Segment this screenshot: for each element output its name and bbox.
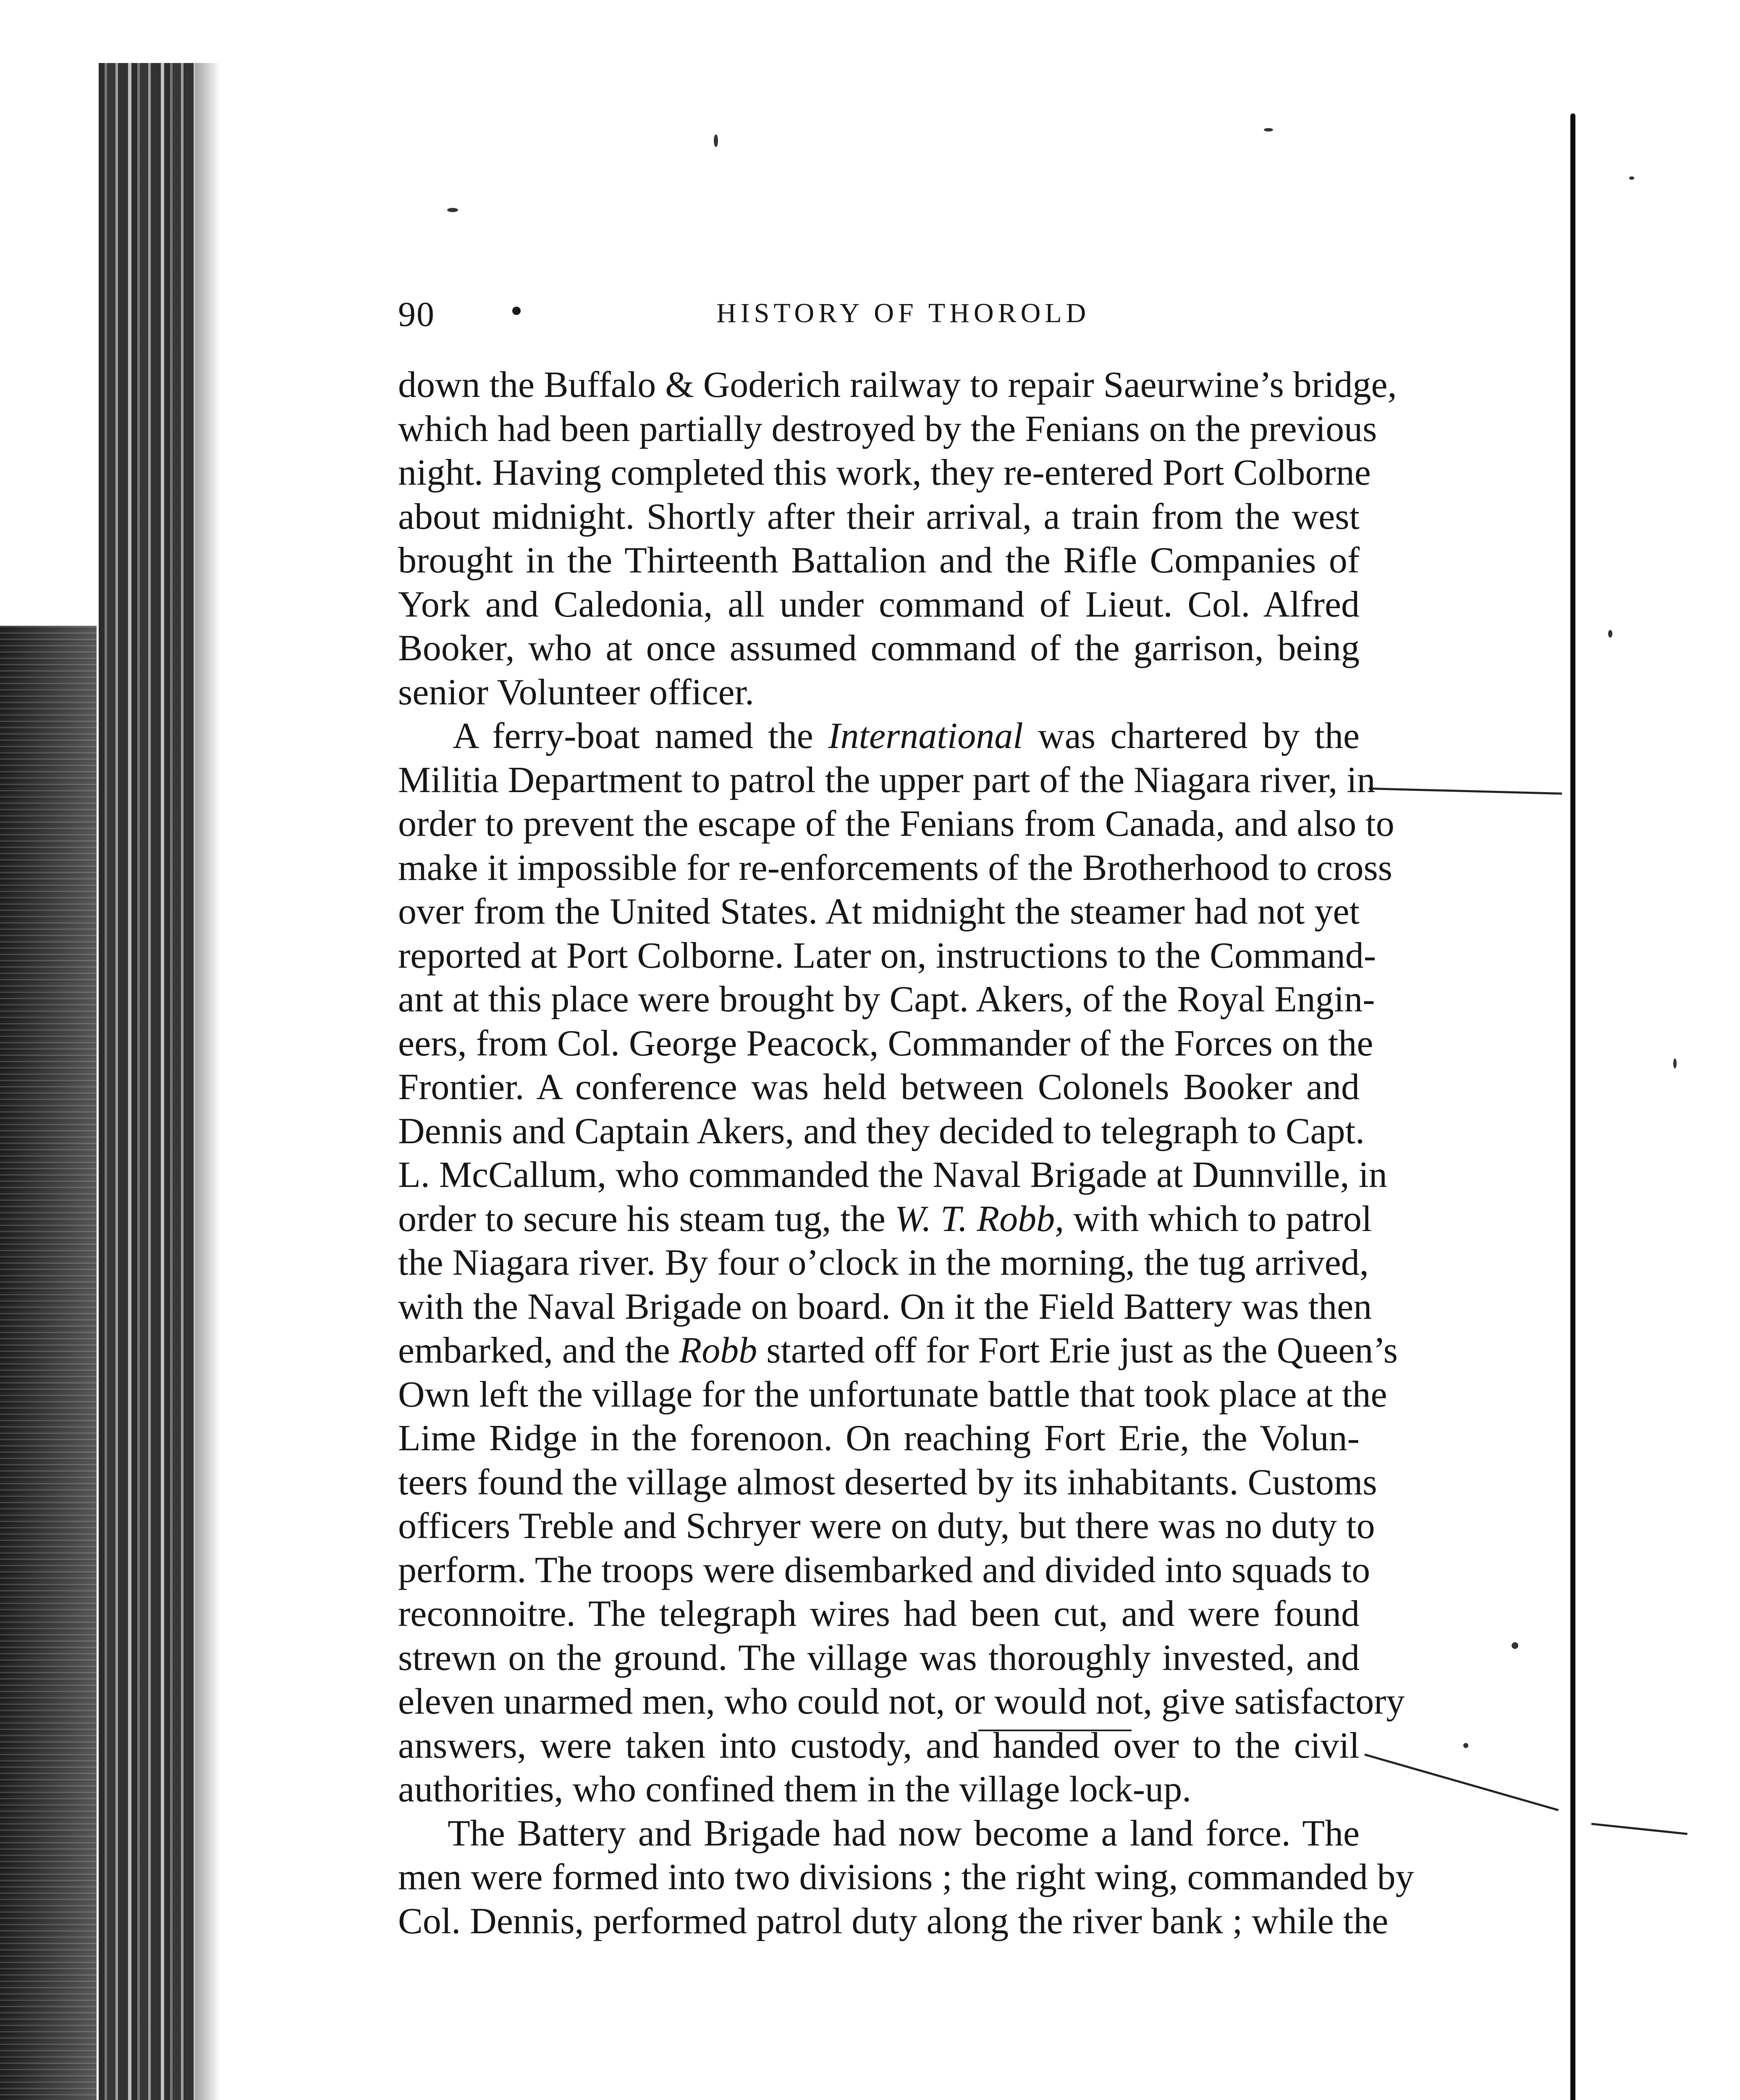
scan-speck bbox=[447, 208, 458, 212]
scan-speck bbox=[1512, 1642, 1518, 1649]
text-line: brought in the Thirteenth Battalion and the Rifle Companies of bbox=[398, 540, 1360, 581]
body-text bbox=[398, 363, 1414, 1943]
margin-pen-line bbox=[1364, 1754, 1559, 1811]
vessel-name: W. T. Robb, bbox=[894, 1198, 1064, 1239]
text-line bbox=[398, 1197, 1372, 1242]
binding-shadow bbox=[99, 63, 195, 2100]
text-line: with the Naval Brigade on board. On it the Field Battery was then bbox=[398, 1286, 1372, 1327]
margin-pen-line bbox=[1369, 788, 1562, 795]
text-line: about midnight. Shortly after their arrival, a train from the west bbox=[398, 496, 1360, 537]
text-segment: embarked, and the bbox=[398, 1330, 670, 1371]
text-line: answers, were taken into custody, and handed over to the civil bbox=[398, 1725, 1360, 1766]
scan-speck bbox=[714, 134, 718, 147]
text-line: strewn on the ground. The village was thoroughly invested, and bbox=[398, 1637, 1360, 1678]
page-number: 90 bbox=[398, 295, 435, 334]
text-line: Booker, who at once assumed command of the garrison, being bbox=[398, 628, 1360, 669]
header-dot bbox=[512, 307, 521, 315]
scan-speck bbox=[1463, 1743, 1468, 1748]
text-line: Militia Department to patrol the upper part of the Niagara river, in bbox=[398, 759, 1376, 801]
scan-speck bbox=[1673, 1058, 1677, 1068]
text-line: eleven unarmed men, who could not, or would not, give satisfactory bbox=[398, 1681, 1405, 1722]
text-line: the Niagara river. By four o’clock in the morning, the tug arrived, bbox=[398, 1242, 1369, 1283]
vessel-name: International bbox=[828, 716, 1023, 756]
text-line: reconnoitre. The telegraph wires had been cut, and were found bbox=[398, 1593, 1360, 1634]
text-line: The Battery and Brigade had now become a land force. The bbox=[448, 1813, 1360, 1854]
vessel-name: Robb bbox=[679, 1330, 757, 1371]
text-line: authorities, who confined them in the village lock-up. bbox=[398, 1769, 1192, 1810]
text-line: perform. The troops were disembarked and divided into squads to bbox=[398, 1549, 1371, 1591]
text-line: senior Volunteer officer. bbox=[398, 672, 755, 713]
text-line: down the Buffalo & Goderich railway to repair Saeurwine’s bridge, bbox=[398, 365, 1397, 405]
text-line: men were formed into two divisions ; the right wing, commanded by bbox=[398, 1857, 1414, 1898]
text-segment: with which to patrol bbox=[1073, 1198, 1372, 1239]
margin-pen-line bbox=[1591, 1823, 1688, 1835]
text-segment: started off for Fort Erie just as the Queen’s bbox=[766, 1330, 1398, 1371]
text-line: night. Having completed this work, they re-entered Port Colborne bbox=[398, 452, 1371, 493]
text-line: Dennis and Captain Akers, and they decided to telegraph to Capt. bbox=[398, 1110, 1365, 1152]
right-edge-rule bbox=[1570, 113, 1575, 2100]
running-title: HISTORY OF THOROLD bbox=[716, 298, 1090, 328]
text-line: officers Treble and Schryer were on duty, but there was no duty to bbox=[398, 1506, 1375, 1546]
scan-speck bbox=[1629, 176, 1634, 180]
scan-speck bbox=[1264, 128, 1273, 131]
text-line bbox=[398, 714, 1360, 759]
text-line: make it impossible for re-enforcements of the Brotherhood to cross bbox=[398, 847, 1393, 888]
text-line: Col. Dennis, performed patrol duty along the river bank ; while the bbox=[398, 1900, 1389, 1942]
binding-shadow-fade bbox=[195, 63, 220, 2100]
text-line: teers found the village almost deserted by its inhabitants. Customs bbox=[398, 1462, 1377, 1503]
text-segment: A ferry-boat named the bbox=[453, 716, 813, 756]
text-line: L. McCallum, who commanded the Naval Brigade at Dunnville, in bbox=[398, 1155, 1387, 1195]
running-head bbox=[398, 294, 1360, 340]
text-segment: was chartered by the bbox=[1038, 716, 1360, 756]
text-line: reported at Port Colborne. Later on, instructions to the Command- bbox=[398, 935, 1376, 976]
text-line: over from the United States. At midnight the steamer had not yet bbox=[398, 891, 1360, 932]
text-line bbox=[398, 1329, 1398, 1373]
text-line: Lime Ridge in the forenoon. On reaching Fort Erie, the Volun- bbox=[398, 1418, 1360, 1459]
text-line: order to prevent the escape of the Fenians from Canada, and also to bbox=[398, 803, 1394, 844]
text-segment: order to secure his steam tug, the bbox=[398, 1198, 886, 1239]
scan-edge-fade bbox=[0, 626, 97, 2100]
text-line: ant at this place were brought by Capt. Akers, of the Royal Engin- bbox=[398, 979, 1375, 1020]
scan-speck bbox=[1608, 630, 1612, 638]
text-line: Frontier. A conference was held between Colonels Booker and bbox=[398, 1067, 1360, 1108]
text-line: York and Caledonia, all under command of Lieut. Col. Alfred bbox=[398, 584, 1360, 625]
text-line: eers, from Col. George Peacock, Commander of the Forces on the bbox=[398, 1023, 1373, 1064]
text-line: which had been partially destroyed by the Fenians on the previous bbox=[398, 408, 1377, 449]
text-line: Own left the village for the unfortunate battle that took place at the bbox=[398, 1374, 1387, 1415]
